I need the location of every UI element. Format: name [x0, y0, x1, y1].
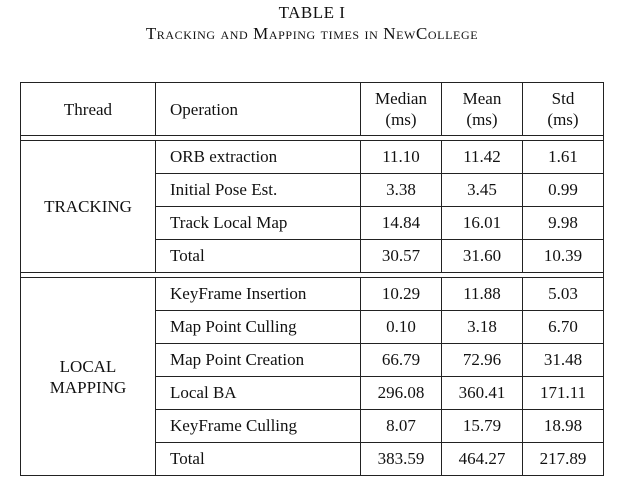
- std-cell: 6.70: [523, 311, 604, 344]
- header-row: [21, 83, 604, 136]
- mean-cell: 11.88: [442, 278, 523, 311]
- table-number: TABLE I: [278, 3, 346, 22]
- std-cell: 217.89: [523, 443, 604, 476]
- table-body: [21, 136, 604, 476]
- mean-cell: 3.45: [442, 174, 523, 207]
- mean-cell: 72.96: [442, 344, 523, 377]
- thread-label-line2: MAPPING: [49, 377, 127, 397]
- thread-label-line1: TRACKING: [44, 197, 132, 216]
- operation-cell: KeyFrame Culling: [156, 410, 361, 443]
- std-cell: 18.98: [523, 410, 604, 443]
- operation-cell: ORB extraction: [156, 141, 361, 174]
- mean-cell: 31.60: [442, 240, 523, 273]
- median-cell: 10.29: [361, 278, 442, 311]
- std-cell: 10.39: [523, 240, 604, 273]
- median-cell: 14.84: [361, 207, 442, 240]
- header-median: Median (ms): [361, 83, 442, 136]
- std-cell: 1.61: [523, 141, 604, 174]
- mean-cell: 3.18: [442, 311, 523, 344]
- operation-cell: Map Point Culling: [156, 311, 361, 344]
- median-cell: 11.10: [361, 141, 442, 174]
- thread-cell: [21, 141, 156, 273]
- mean-cell: 464.27: [442, 443, 523, 476]
- timing-table-wrapper: [20, 82, 604, 476]
- mean-cell: 16.01: [442, 207, 523, 240]
- median-cell: 66.79: [361, 344, 442, 377]
- thread-cell: [21, 278, 156, 476]
- median-cell: 0.10: [361, 311, 442, 344]
- table-row: [21, 141, 604, 174]
- median-cell: 8.07: [361, 410, 442, 443]
- table-title: Tracking and Mapping times in NewCollege: [145, 24, 479, 43]
- operation-cell: Track Local Map: [156, 207, 361, 240]
- std-cell: 0.99: [523, 174, 604, 207]
- header-std: Std (ms): [523, 83, 604, 136]
- median-cell: 296.08: [361, 377, 442, 410]
- median-cell: 30.57: [361, 240, 442, 273]
- operation-cell: Total: [156, 240, 361, 273]
- thread-label-line1: LOCAL: [59, 356, 117, 376]
- timing-table: [20, 82, 604, 476]
- operation-cell: Total: [156, 443, 361, 476]
- header-mean: Mean (ms): [442, 83, 523, 136]
- std-cell: 9.98: [523, 207, 604, 240]
- header-thread: Thread: [21, 83, 156, 136]
- operation-cell: Map Point Creation: [156, 344, 361, 377]
- operation-cell: Initial Pose Est.: [156, 174, 361, 207]
- std-cell: 171.11: [523, 377, 604, 410]
- std-cell: 31.48: [523, 344, 604, 377]
- operation-cell: Local BA: [156, 377, 361, 410]
- table-row: [21, 278, 604, 311]
- mean-cell: 360.41: [442, 377, 523, 410]
- std-cell: 5.03: [523, 278, 604, 311]
- median-cell: 383.59: [361, 443, 442, 476]
- mean-cell: 15.79: [442, 410, 523, 443]
- median-cell: 3.38: [361, 174, 442, 207]
- header-operation: Operation: [156, 83, 361, 136]
- mean-cell: 11.42: [442, 141, 523, 174]
- operation-cell: KeyFrame Insertion: [156, 278, 361, 311]
